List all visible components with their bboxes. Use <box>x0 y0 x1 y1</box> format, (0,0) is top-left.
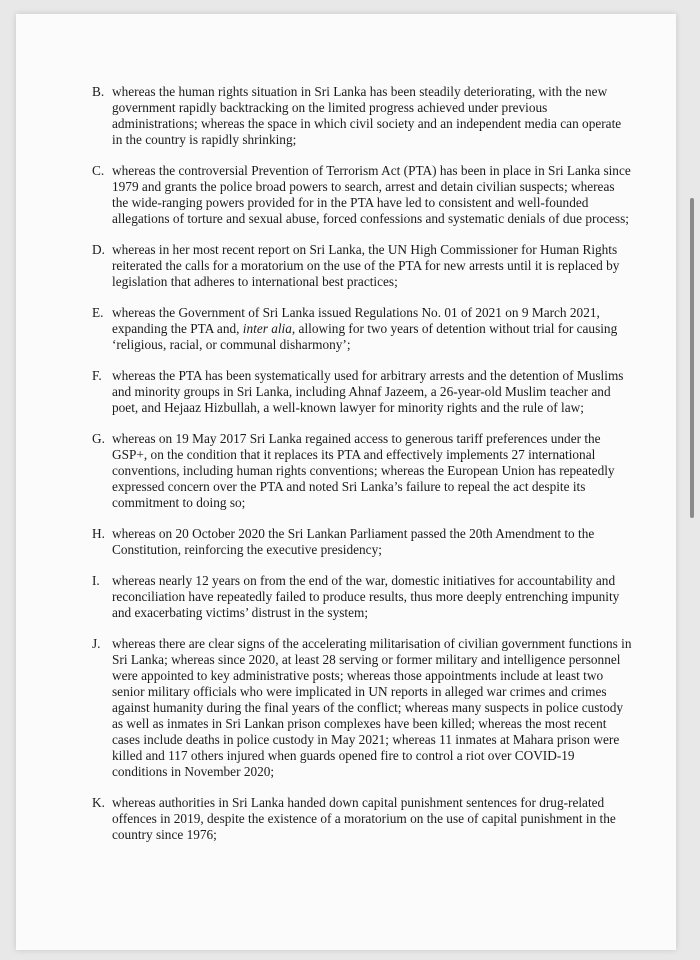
clause-text-italic: inter alia <box>242 321 292 336</box>
clause-text: whereas in her most recent report on Sri Lanka, the UN High Commissioner for Human Rights reiterated the calls for a moratorium on the use of the PTA for new arrests until it is replaced by legislation that adheres to international best practices; <box>112 242 620 289</box>
clause-c <box>92 163 632 227</box>
clause-i <box>92 573 632 621</box>
clause-e <box>92 305 632 353</box>
clause-letter: F. <box>92 368 102 383</box>
clause-letter: G. <box>92 431 105 446</box>
clause-text: whereas nearly 12 years on from the end of the war, domestic initiatives for accountability and reconciliation have repeatedly failed to produce results, thus more deeply entrenching impunity and exacerbating victims’ distrust in the system; <box>112 573 620 620</box>
clause-j <box>92 636 632 780</box>
clause-text: whereas on 19 May 2017 Sri Lanka regained access to generous tariff preferences under the GSP+, on the condition that it replaces its PTA and effectively implements 27 international conventions, including human rights conventions; whereas the European Union has repeatedly expressed concern over the PTA and noted Sri Lanka’s failure to repeal the act despite its commitment to doing so; <box>112 431 615 510</box>
clause-h <box>92 526 632 558</box>
clause-letter: D. <box>92 242 105 257</box>
clause-letter: J. <box>92 636 101 651</box>
clause-text: whereas the controversial Prevention of Terrorism Act (PTA) has been in place in Sri Lanka since 1979 and grants the police broad powers to search, arrest and detain civilian suspects; whereas the wide-ranging powers provided for in the PTA have led to consistent and well-founded allegations of torture and sexual abuse, forced confessions and systematic denials of due process; <box>112 163 631 226</box>
clause-letter: H. <box>92 526 105 541</box>
clause-text: whereas the human rights situation in Sri Lanka has been steadily deteriorating, with the new government rapidly backtracking on the limited progress achieved under previous administrations; whereas the space in which civil society and an independent media can operate in the country is rapidly shrinking; <box>112 84 622 147</box>
document-page <box>16 14 676 950</box>
clause-text: whereas there are clear signs of the accelerating militarisation of civilian government functions in Sri Lanka; whereas since 2020, at least 28 serving or former military and intelligence personnel were appointed to key administrative posts; whereas those appointments include at least two senior military officials who were implicated in UN reports in alleged war crimes and crimes against humanity during the final years of the conflict; whereas many suspects in police custody as well as inmates in Sri Lankan prison complexes have been killed; whereas the most recent cases include deaths in police custody in May 2021; whereas 11 inmates at Mahara prison were killed and 117 others injured when guards opened fire to control a riot over COVID-19 conditions in November 2020; <box>112 636 632 779</box>
recitals-list <box>92 84 632 858</box>
scrollbar-thumb[interactable] <box>690 198 694 518</box>
clause-k <box>92 795 632 843</box>
clause-letter: B. <box>92 84 105 99</box>
clause-text-part: , allowing for two years of detention without trial for causing ‘religious, racial, or communal disharmony’; <box>112 321 618 352</box>
clause-text: whereas the PTA has been systematically used for arbitrary arrests and the detention of Muslims and minority groups in Sri Lanka, including Ahnaf Jazeem, a 26-year-old Muslim teacher and poet, and Hejaaz Hizbullah, a well-known lawyer for minority rights and the rule of law; <box>112 368 624 415</box>
clause-f <box>92 368 632 416</box>
clause-d <box>92 242 632 290</box>
clause-text: whereas authorities in Sri Lanka handed down capital punishment sentences for drug-related offences in 2019, despite the existence of a moratorium on the use of capital punishment in the country since 1976; <box>112 795 616 842</box>
clause-b <box>92 84 632 148</box>
clause-text <box>112 305 632 353</box>
clause-letter: C. <box>92 163 105 178</box>
clause-text: whereas on 20 October 2020 the Sri Lankan Parliament passed the 20th Amendment to the Constitution, reinforcing the executive presidency; <box>112 526 595 557</box>
clause-text-part: whereas the Government of Sri Lanka issued Regulations No. 01 of 2021 on 9 March 2021, expanding the PTA and, <box>112 305 600 336</box>
clause-letter: I. <box>92 573 100 588</box>
clause-letter: E. <box>92 305 104 320</box>
clause-g <box>92 431 632 511</box>
clause-letter: K. <box>92 795 105 810</box>
